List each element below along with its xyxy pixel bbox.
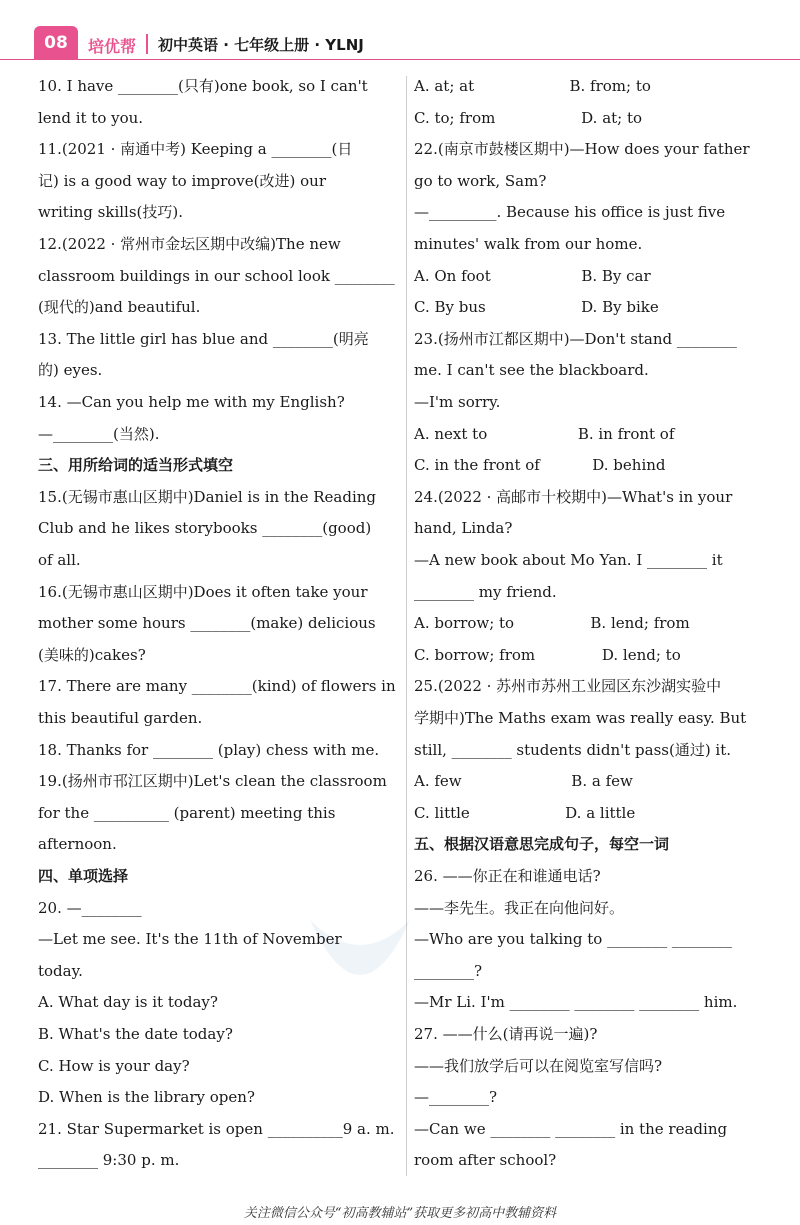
text-line: still, ________ students didn't pass(通过) it.	[414, 740, 732, 759]
text-line: ________ my friend.	[414, 582, 557, 601]
text-line: C. to; from D. at; to	[414, 108, 643, 127]
text-line: room after school?	[414, 1151, 557, 1170]
text-line: 22.(南京市鼓楼区期中)—How does your father	[414, 140, 750, 159]
text-line: Club and he likes storybooks ________(good)	[38, 519, 372, 538]
text-line: —Can we ________ ________ in the reading	[414, 1119, 728, 1138]
text-line: 23.(扬州市江都区期中)—Don't stand ________	[414, 329, 737, 348]
text-line: 21. Star Supermarket is open __________9 a. m.	[38, 1119, 395, 1138]
text-line: 学期中)The Maths exam was really easy. But	[414, 709, 747, 727]
text-line: 三、用所给词的适当形式填空	[38, 456, 234, 475]
text-line: C. in the front of D. behind	[414, 456, 666, 475]
text-line: 四、单项选择	[38, 867, 129, 885]
text-line: 26. ——你正在和谁通电话?	[414, 867, 601, 885]
text-line: A. next to B. in front of	[414, 424, 675, 443]
header-divider	[146, 34, 148, 54]
text-line: 的) eyes.	[38, 361, 103, 380]
text-line: mother some hours ________(make) delicious	[38, 614, 376, 633]
text-line: of all.	[38, 551, 81, 569]
brand-name: 培优帮	[88, 37, 137, 56]
text-line: B. What's the date today?	[38, 1025, 233, 1043]
text-line: 19.(扬州市邗江区期中)Let's clean the classroom	[38, 772, 387, 791]
text-line: for the __________ (parent) meeting this	[38, 803, 336, 822]
text-line: 11.(2021 · 南通中考) Keeping a ________(日	[38, 140, 353, 159]
text-line: D. When is the library open?	[38, 1088, 255, 1107]
page-header	[0, 0, 800, 66]
text-line: 10. I have ________(只有)one book, so I can't	[38, 77, 368, 95]
text-line: ________ 9:30 p. m.	[38, 1151, 180, 1170]
footer-note: 关注微信公众号“初高教辅站”获取更多初高中教辅资料	[243, 1206, 557, 1221]
text-line: C. How is your day?	[38, 1056, 190, 1075]
text-line: —Mr Li. I'm ________ ________ ________ him.	[414, 993, 738, 1012]
text-line: ——李先生。我正在向他问好。	[414, 898, 625, 917]
text-line: me. I can't see the blackboard.	[414, 361, 649, 380]
text-line: ——我们放学后可以在阅览室写信吗?	[414, 1056, 663, 1075]
text-line: —________?	[414, 1088, 498, 1107]
text-line: A. at; at B. from; to	[414, 77, 651, 95]
text-line: ________?	[414, 961, 483, 980]
text-line: 15.(无锡市惠山区期中)Daniel is in the Reading	[38, 487, 377, 506]
text-line: A. borrow; to B. lend; from	[414, 614, 690, 633]
text-line: afternoon.	[38, 835, 117, 854]
text-line: —Let me see. It's the 11th of November	[38, 930, 342, 949]
text-line: 17. There are many ________(kind) of flowers in	[38, 677, 396, 696]
text-line: go to work, Sam?	[414, 171, 547, 190]
text-line: A. few B. a few	[414, 772, 633, 791]
text-line: 五、根据汉语意思完成句子，每空一词	[414, 835, 670, 854]
text-line: minutes' walk from our home.	[414, 235, 643, 253]
watermark-logo	[300, 880, 420, 1020]
text-line: (现代的)and beautiful.	[38, 298, 201, 317]
text-line: A. On foot B. By car	[414, 266, 651, 285]
text-line: 18. Thanks for ________ (play) chess with me.	[38, 740, 380, 759]
text-line: —I'm sorry.	[414, 393, 501, 411]
text-line: —Who are you talking to ________ ________	[414, 930, 732, 949]
text-line: 25.(2022 · 苏州市苏州工业园区东沙湖实验中	[414, 677, 722, 696]
text-line: A. What day is it today?	[38, 993, 218, 1012]
text-line: —_________. Because his office is just five	[414, 203, 726, 222]
text-line: —A new book about Mo Yan. I ________ it	[414, 551, 723, 569]
text-line: 12.(2022 · 常州市金坛区期中改编)The new	[38, 235, 341, 253]
text-line: 27. ——什么(请再说一遍)?	[414, 1025, 598, 1043]
text-line: hand, Linda?	[414, 519, 513, 538]
text-line: (美味的)cakes?	[38, 645, 146, 664]
text-line: 24.(2022 · 高邮市十校期中)—What's in your	[414, 487, 733, 506]
text-line: this beautiful garden.	[38, 709, 203, 727]
page-number-badge: 08	[34, 26, 78, 60]
text-line: classroom buildings in our school look ________	[38, 266, 395, 285]
text-line: C. little D. a little	[414, 803, 636, 822]
text-line: 记) is a good way to improve(改进) our	[38, 171, 326, 190]
text-line: 14. —Can you help me with my English?	[38, 393, 345, 411]
text-line: 16.(无锡市惠山区期中)Does it often take your	[38, 582, 368, 601]
text-line: 20. —________	[38, 898, 142, 917]
text-line: 13. The little girl has blue and ________(明亮	[38, 329, 369, 348]
text-line: writing skills(技巧).	[38, 203, 184, 222]
text-line: lend it to you.	[38, 108, 144, 127]
book-title: 初中英语 · 七年级上册 · YLNJ	[158, 36, 364, 54]
text-line: C. By bus D. By bike	[414, 298, 659, 317]
text-line: —________(当然).	[38, 424, 160, 443]
text-line: C. borrow; from D. lend; to	[414, 645, 681, 664]
text-line: today.	[38, 961, 83, 980]
